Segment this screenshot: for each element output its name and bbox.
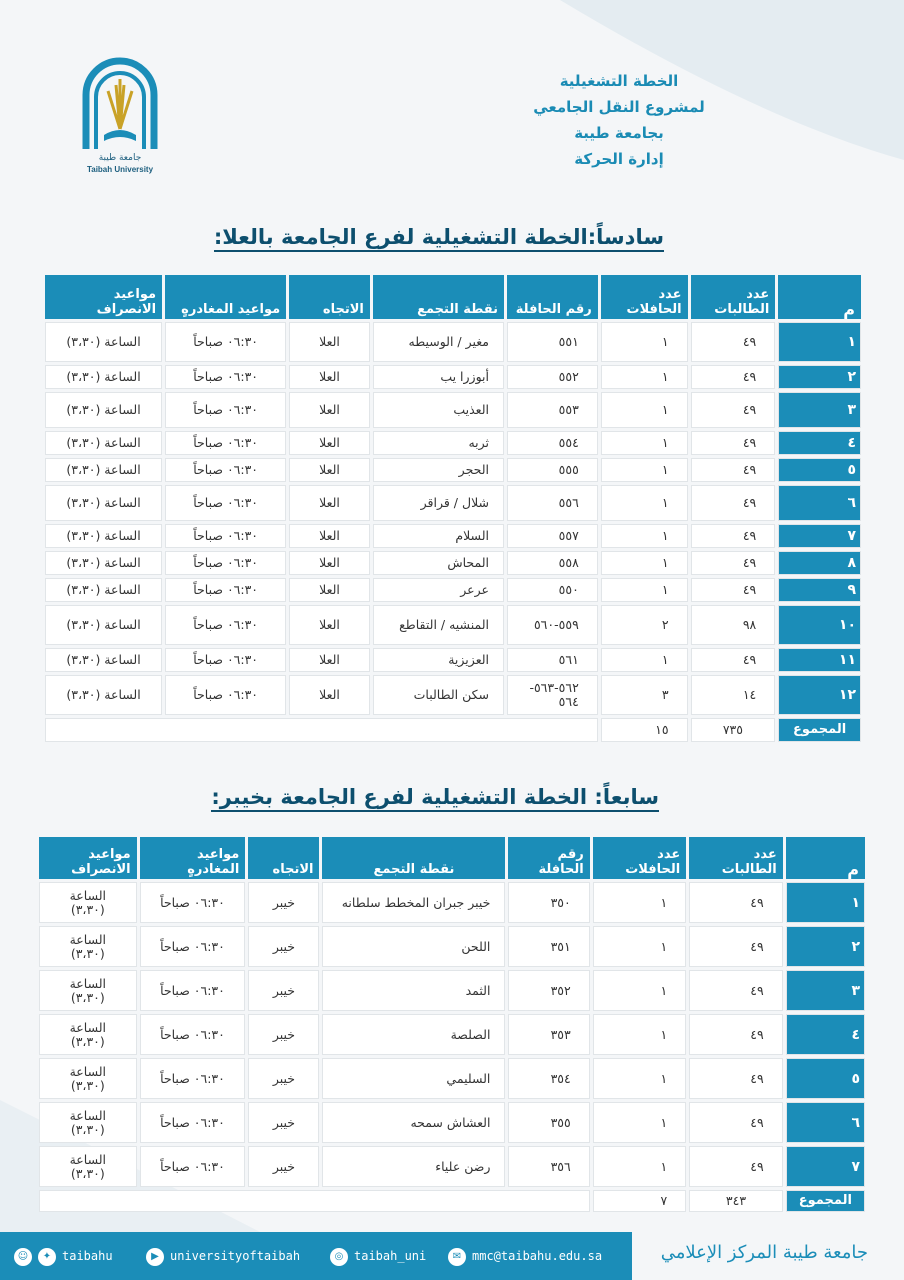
youtube-icon: ▶ <box>146 1248 164 1266</box>
snapchat-icon: ☺ <box>14 1248 32 1266</box>
header-line-3: بجامعة طيبة <box>574 124 664 142</box>
footer-social-bar <box>0 1232 632 1280</box>
row-index: ١١ <box>778 648 861 672</box>
students-cell: ٤٩ <box>691 485 776 521</box>
bus-number-cell: ٥٥٨ <box>507 551 598 575</box>
row-index: ١٠ <box>778 605 861 645</box>
footer <box>0 1232 904 1280</box>
meeting-point-cell: العزيزية <box>373 648 504 672</box>
col-bus-no: رقم الحافلة <box>508 837 589 879</box>
total-label: المجموع <box>786 1190 865 1212</box>
students-cell: ٤٩ <box>691 431 776 455</box>
bus-number-cell: ٥٥٩-٥٦٠ <box>507 605 598 645</box>
meeting-point-cell: الصلصة <box>322 1014 505 1055</box>
students-cell: ٤٩ <box>689 926 783 967</box>
direction-cell: العلا <box>289 648 370 672</box>
buses-cell: ١ <box>601 392 688 428</box>
buses-cell: ١ <box>601 365 688 389</box>
buses-cell: ١ <box>593 1146 687 1187</box>
meeting-point-cell: رضن علياء <box>322 1146 505 1187</box>
return-cell: الساعة (٣،٣٠) <box>39 1146 137 1187</box>
direction-cell: خيبر <box>248 1058 319 1099</box>
direction-cell: خيبر <box>248 1102 319 1143</box>
table-header-row <box>39 837 865 879</box>
table-row <box>45 675 861 715</box>
departure-cell: ٠٦:٣٠ صباحاً <box>165 605 286 645</box>
email-link[interactable] <box>448 1246 602 1266</box>
col-meeting-point: نقطة التجمع <box>322 837 505 879</box>
meeting-point-cell: خيبر جبران المخطط سلطانه <box>322 882 505 923</box>
table-row <box>45 365 861 389</box>
taibah-emblem-icon <box>78 55 162 151</box>
departure-cell: ٠٦:٣٠ صباحاً <box>140 970 246 1011</box>
section-7-title: سابعاً: الخطة التشغيلية لفرع الجامعة بخيبر: <box>211 785 659 812</box>
email-address: mmc@taibahu.edu.sa <box>472 1249 603 1263</box>
bus-number-cell: ٥٦١ <box>507 648 598 672</box>
meeting-point-cell: اللحن <box>322 926 505 967</box>
buses-cell: ١ <box>593 1058 687 1099</box>
meeting-point-cell: المنشيه / التقاطع <box>373 605 504 645</box>
buses-cell: ١ <box>601 648 688 672</box>
twitter-handle: taibahu <box>62 1249 113 1263</box>
direction-cell: العلا <box>289 524 370 548</box>
table-row <box>45 485 861 521</box>
meeting-point-cell: العذيب <box>373 392 504 428</box>
bus-number-cell: ٥٥٦ <box>507 485 598 521</box>
bus-number-cell: ٣٥٢ <box>508 970 589 1011</box>
header-line-4: إدارة الحركة <box>574 150 664 168</box>
table-row <box>45 551 861 575</box>
departure-cell: ٠٦:٣٠ صباحاً <box>165 322 286 362</box>
table-row <box>45 322 861 362</box>
departure-cell: ٠٦:٣٠ صباحاً <box>140 926 246 967</box>
col-direction: الاتجاه <box>289 275 370 319</box>
meeting-point-cell: السلام <box>373 524 504 548</box>
return-cell: الساعة (٣،٣٠) <box>39 970 137 1011</box>
logo-english-name: Taibah University <box>86 165 154 174</box>
direction-cell: خيبر <box>248 882 319 923</box>
direction-cell: العلا <box>289 578 370 602</box>
row-index: ١ <box>778 322 861 362</box>
return-cell: الساعة (٣،٣٠) <box>45 431 162 455</box>
departure-cell: ٠٦:٣٠ صباحاً <box>140 1014 246 1055</box>
return-cell: الساعة (٣،٣٠) <box>39 882 137 923</box>
buses-cell: ١ <box>593 970 687 1011</box>
row-index: ٥ <box>778 458 861 482</box>
col-departure: مواعيد المغادرهٍ <box>140 837 246 879</box>
table-row <box>39 926 865 967</box>
meeting-point-cell: الحجر <box>373 458 504 482</box>
meeting-point-cell: الثمد <box>322 970 505 1011</box>
instagram-handle: taibah_uni <box>354 1249 427 1263</box>
departure-cell: ٠٦:٣٠ صباحاً <box>140 1058 246 1099</box>
direction-cell: العلا <box>289 551 370 575</box>
row-index: ٤ <box>778 431 861 455</box>
bus-number-cell: ٣٥٠ <box>508 882 589 923</box>
students-cell: ٤٩ <box>691 392 776 428</box>
document-header <box>469 68 769 172</box>
buses-cell: ٢ <box>601 605 688 645</box>
row-index: ١٢ <box>778 675 861 715</box>
return-cell: الساعة (٣،٣٠) <box>45 648 162 672</box>
students-cell: ٤٩ <box>689 1146 783 1187</box>
return-cell: الساعة (٣،٣٠) <box>45 365 162 389</box>
row-index: ٦ <box>786 1102 865 1143</box>
col-students: عدد الطالبات <box>691 275 776 319</box>
bus-number-cell: ٥٥٠ <box>507 578 598 602</box>
meeting-point-cell: شلال / قراقر <box>373 485 504 521</box>
students-cell: ٤٩ <box>689 1014 783 1055</box>
table-row <box>39 970 865 1011</box>
table-row <box>45 458 861 482</box>
buses-cell: ١ <box>601 524 688 548</box>
buses-cell: ١ <box>601 322 688 362</box>
row-index: ٢ <box>778 365 861 389</box>
direction-cell: العلا <box>289 605 370 645</box>
table-row <box>39 1014 865 1055</box>
youtube-link[interactable] <box>146 1246 300 1266</box>
row-index: ٩ <box>778 578 861 602</box>
return-cell: الساعة (٣،٣٠) <box>45 392 162 428</box>
bus-number-cell: ٥٥٥ <box>507 458 598 482</box>
row-index: ٨ <box>778 551 861 575</box>
meeting-point-cell: العشاش سمحه <box>322 1102 505 1143</box>
students-cell: ٤٩ <box>691 648 776 672</box>
total-buses: ١٥ <box>601 718 688 742</box>
total-empty-cell <box>45 718 598 742</box>
ula-plan-table <box>42 272 864 745</box>
header-line-2: لمشروع النقل الجامعي <box>533 98 705 116</box>
departure-cell: ٠٦:٣٠ صباحاً <box>140 1146 246 1187</box>
bus-number-cell: ٥٥٣ <box>507 392 598 428</box>
students-cell: ٤٩ <box>691 458 776 482</box>
table-row <box>45 605 861 645</box>
departure-cell: ٠٦:٣٠ صباحاً <box>140 1102 246 1143</box>
col-index: م <box>786 837 865 879</box>
students-cell: ٤٩ <box>689 1058 783 1099</box>
row-index: ٧ <box>778 524 861 548</box>
col-buses: عدد الحافلات <box>601 275 688 319</box>
buses-cell: ١ <box>601 485 688 521</box>
direction-cell: العلا <box>289 322 370 362</box>
col-students: عدد الطالبات <box>689 837 783 879</box>
instagram-link[interactable] <box>330 1246 426 1266</box>
col-index: م <box>778 275 861 319</box>
col-meeting-point: نقطة التجمع <box>373 275 504 319</box>
departure-cell: ٠٦:٣٠ صباحاً <box>165 431 286 455</box>
departure-cell: ٠٦:٣٠ صباحاً <box>165 648 286 672</box>
return-cell: الساعة (٣،٣٠) <box>45 551 162 575</box>
return-cell: الساعة (٣،٣٠) <box>39 1058 137 1099</box>
table-header-row <box>45 275 861 319</box>
direction-cell: العلا <box>289 431 370 455</box>
students-cell: ٤٩ <box>689 970 783 1011</box>
instagram-icon: ◎ <box>330 1248 348 1266</box>
direction-cell: خيبر <box>248 970 319 1011</box>
row-index: ٢ <box>786 926 865 967</box>
students-cell: ٤٩ <box>691 551 776 575</box>
departure-cell: ٠٦:٣٠ صباحاً <box>165 392 286 428</box>
bus-number-cell: ٥٥٧ <box>507 524 598 548</box>
total-label: المجموع <box>778 718 861 742</box>
bus-number-cell: ٣٥٥ <box>508 1102 589 1143</box>
header-line-1: الخطة التشغيلية <box>559 72 679 90</box>
direction-cell: العلا <box>289 392 370 428</box>
students-cell: ٤٩ <box>689 1102 783 1143</box>
departure-cell: ٠٦:٣٠ صباحاً <box>165 524 286 548</box>
return-cell: الساعة (٣،٣٠) <box>45 605 162 645</box>
departure-cell: ٠٦:٣٠ صباحاً <box>165 485 286 521</box>
buses-cell: ١ <box>601 458 688 482</box>
khaybar-plan-table <box>36 834 868 1215</box>
table-row <box>39 1058 865 1099</box>
total-students: ٣٤٣ <box>689 1190 783 1212</box>
row-index: ٣ <box>786 970 865 1011</box>
bus-number-cell: ٣٥١ <box>508 926 589 967</box>
return-cell: الساعة (٣،٣٠) <box>45 675 162 715</box>
departure-cell: ٠٦:٣٠ صباحاً <box>165 675 286 715</box>
buses-cell: ١ <box>593 1102 687 1143</box>
row-index: ١ <box>786 882 865 923</box>
return-cell: الساعة (٣،٣٠) <box>45 524 162 548</box>
students-cell: ٤٩ <box>691 322 776 362</box>
direction-cell: خيبر <box>248 1146 319 1187</box>
students-cell: ٤٩ <box>689 882 783 923</box>
logo-arabic-name: جامعة طيبة <box>98 153 142 163</box>
col-return: مواعيد الانصراف <box>45 275 162 319</box>
meeting-point-cell: عرعر <box>373 578 504 602</box>
meeting-point-cell: مغير / الوسيطه <box>373 322 504 362</box>
buses-cell: ١ <box>601 551 688 575</box>
buses-cell: ١ <box>601 578 688 602</box>
return-cell: الساعة (٣،٣٠) <box>45 485 162 521</box>
meeting-point-cell: المحاش <box>373 551 504 575</box>
departure-cell: ٠٦:٣٠ صباحاً <box>140 882 246 923</box>
bus-number-cell: ٥٥١ <box>507 322 598 362</box>
row-index: ٥ <box>786 1058 865 1099</box>
return-cell: الساعة (٣،٣٠) <box>45 322 162 362</box>
students-cell: ١٤ <box>691 675 776 715</box>
section-6-title: سادساً:الخطة التشغيلية لفرع الجامعة بالعلا: <box>214 225 664 252</box>
twitter-link[interactable] <box>14 1246 113 1266</box>
departure-cell: ٠٦:٣٠ صباحاً <box>165 365 286 389</box>
direction-cell: العلا <box>289 675 370 715</box>
buses-cell: ٣ <box>601 675 688 715</box>
return-cell: الساعة (٣،٣٠) <box>39 1102 137 1143</box>
return-cell: الساعة (٣،٣٠) <box>45 578 162 602</box>
students-cell: ٤٩ <box>691 578 776 602</box>
meeting-point-cell: السليمي <box>322 1058 505 1099</box>
direction-cell: خيبر <box>248 1014 319 1055</box>
total-row <box>39 1190 865 1212</box>
col-direction: الاتجاه <box>248 837 319 879</box>
buses-cell: ١ <box>593 1014 687 1055</box>
table-row <box>39 1102 865 1143</box>
table-row <box>45 392 861 428</box>
students-cell: ٤٩ <box>691 524 776 548</box>
students-cell: ٤٩ <box>691 365 776 389</box>
students-cell: ٩٨ <box>691 605 776 645</box>
col-bus-no: رقم الحافلة <box>507 275 598 319</box>
meeting-point-cell: سكن الطالبات <box>373 675 504 715</box>
direction-cell: العلا <box>289 365 370 389</box>
buses-cell: ١ <box>593 926 687 967</box>
buses-cell: ١ <box>593 882 687 923</box>
return-cell: الساعة (٣،٣٠) <box>39 1014 137 1055</box>
return-cell: الساعة (٣،٣٠) <box>45 458 162 482</box>
table-row <box>39 1146 865 1187</box>
table-row <box>45 524 861 548</box>
bus-number-cell: ٣٥٣ <box>508 1014 589 1055</box>
total-buses: ٧ <box>593 1190 687 1212</box>
bus-number-cell: ٣٥٤ <box>508 1058 589 1099</box>
footer-brand: جامعة طيبة المركز الإعلامي <box>660 1242 868 1263</box>
meeting-point-cell: ثربه <box>373 431 504 455</box>
direction-cell: العلا <box>289 485 370 521</box>
return-cell: الساعة (٣،٣٠) <box>39 926 137 967</box>
col-buses: عدد الحافلات <box>593 837 687 879</box>
mail-icon: ✉ <box>448 1248 466 1266</box>
departure-cell: ٠٦:٣٠ صباحاً <box>165 458 286 482</box>
direction-cell: العلا <box>289 458 370 482</box>
bus-number-cell: ٥٥٢ <box>507 365 598 389</box>
buses-cell: ١ <box>601 431 688 455</box>
youtube-handle: universityoftaibah <box>170 1249 301 1263</box>
bus-number-cell: ٥٦٢-٥٦٣- ٥٦٤ <box>507 675 598 715</box>
total-students: ٧٣٥ <box>691 718 776 742</box>
row-index: ٣ <box>778 392 861 428</box>
row-index: ٧ <box>786 1146 865 1187</box>
meeting-point-cell: أبوزرا يب <box>373 365 504 389</box>
row-index: ٦ <box>778 485 861 521</box>
table-row <box>39 882 865 923</box>
departure-cell: ٠٦:٣٠ صباحاً <box>165 578 286 602</box>
table-row <box>45 578 861 602</box>
departure-cell: ٠٦:٣٠ صباحاً <box>165 551 286 575</box>
col-departure: مواعيد المغادرهٍ <box>165 275 286 319</box>
total-empty-cell <box>39 1190 590 1212</box>
bus-number-cell: ٥٥٤ <box>507 431 598 455</box>
direction-cell: خيبر <box>248 926 319 967</box>
col-return: مواعيد الانصراف <box>39 837 137 879</box>
bus-number-cell: ٣٥٦ <box>508 1146 589 1187</box>
table-row <box>45 431 861 455</box>
twitter-icon: ✦ <box>38 1248 56 1266</box>
total-row <box>45 718 861 742</box>
table-row <box>45 648 861 672</box>
university-logo <box>78 55 162 180</box>
row-index: ٤ <box>786 1014 865 1055</box>
